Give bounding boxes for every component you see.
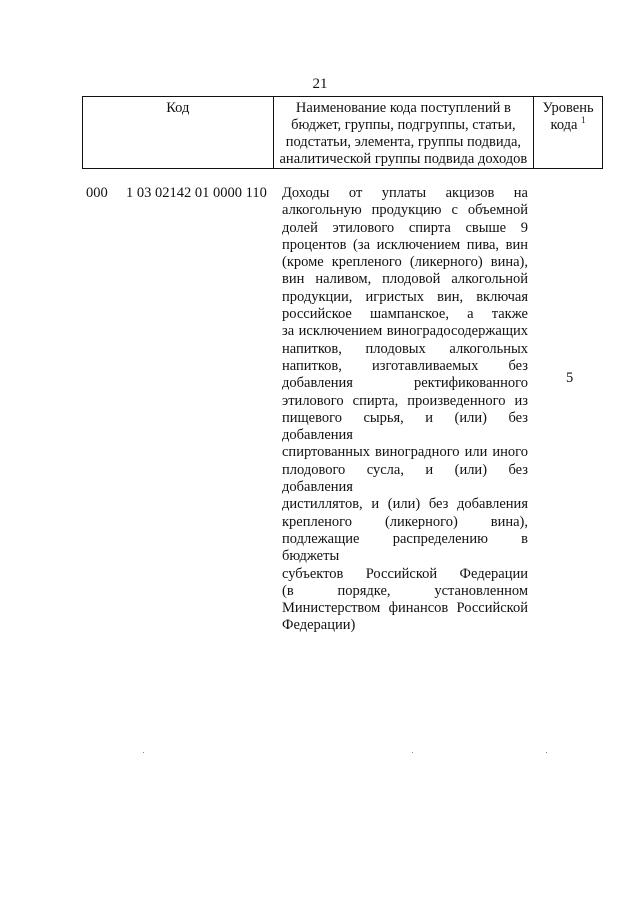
income-name-line: российское шампанское, а также: [282, 306, 528, 323]
header-table: [82, 96, 603, 169]
income-name-line: (в порядке, установленном: [282, 582, 528, 599]
header-level-label: Уровень: [542, 100, 594, 116]
income-name-line: крепленого (ликерного) вина),: [282, 513, 528, 530]
income-name-line: пищевого сырья, и (или) без добавления: [282, 409, 528, 444]
scan-speck: [546, 752, 547, 753]
income-name-line: подлежащие распределению в бюджеты: [282, 530, 528, 565]
header-code-cell: [83, 97, 274, 169]
income-name-line: алкогольную продукцию с объемной: [282, 202, 528, 219]
income-name-line: дистиллятов, и (или) без добавления: [282, 496, 528, 513]
scan-speck: [412, 752, 413, 753]
income-name-line: напитков, плодовых алкогольных: [282, 340, 528, 357]
level-value: 5: [566, 370, 574, 386]
income-name: [282, 185, 528, 635]
income-name-line: Министерством финансов Российской: [282, 600, 528, 617]
header-code-label: Код: [166, 100, 190, 116]
header-level-footnote: 1: [581, 115, 586, 126]
income-name-line: процентов (за исключением пива, вин: [282, 236, 528, 253]
header-level-cell: [534, 97, 603, 169]
income-name-line: добавления ректификованного: [282, 375, 528, 392]
income-name-line: спиртованных виноградного или иного: [282, 444, 528, 461]
page-number: 21: [312, 76, 328, 92]
income-name-line: за исключением виноградосодержащих: [282, 323, 528, 340]
income-name-line: плодового сусла, и (или) без добавления: [282, 461, 528, 496]
header-level-code-label: кода: [550, 117, 578, 133]
admin-code: 000: [86, 185, 108, 201]
income-name-line: Доходы от уплаты акцизов на: [282, 185, 528, 201]
income-name-line: субъектов Российской Федерации: [282, 565, 528, 582]
income-name-line: этилового спирта, произведенного из: [282, 392, 528, 409]
income-name-line: (кроме крепленого (ликерного) вина),: [282, 254, 528, 271]
income-code: 1 03 02142 01 0000 110: [126, 185, 267, 201]
income-name-line: напитков, изготавливаемых без: [282, 357, 528, 374]
income-name-line: Федерации): [282, 617, 356, 634]
income-name-line: долей этилового спирта свыше 9: [282, 219, 528, 236]
income-name-line: продукции, игристых вин, включая: [282, 288, 528, 305]
header-name-label: Наименование кода поступлений в бюджет, группы, подгруппы, статьи, подстатьи, элемента, группы подвида, аналитической группы подвида доходов: [279, 100, 528, 167]
header-row: [83, 97, 603, 169]
income-name-line: вин наливом, плодовой алкогольной: [282, 271, 528, 288]
header-name-cell: [273, 97, 534, 169]
scan-speck: [143, 752, 144, 753]
